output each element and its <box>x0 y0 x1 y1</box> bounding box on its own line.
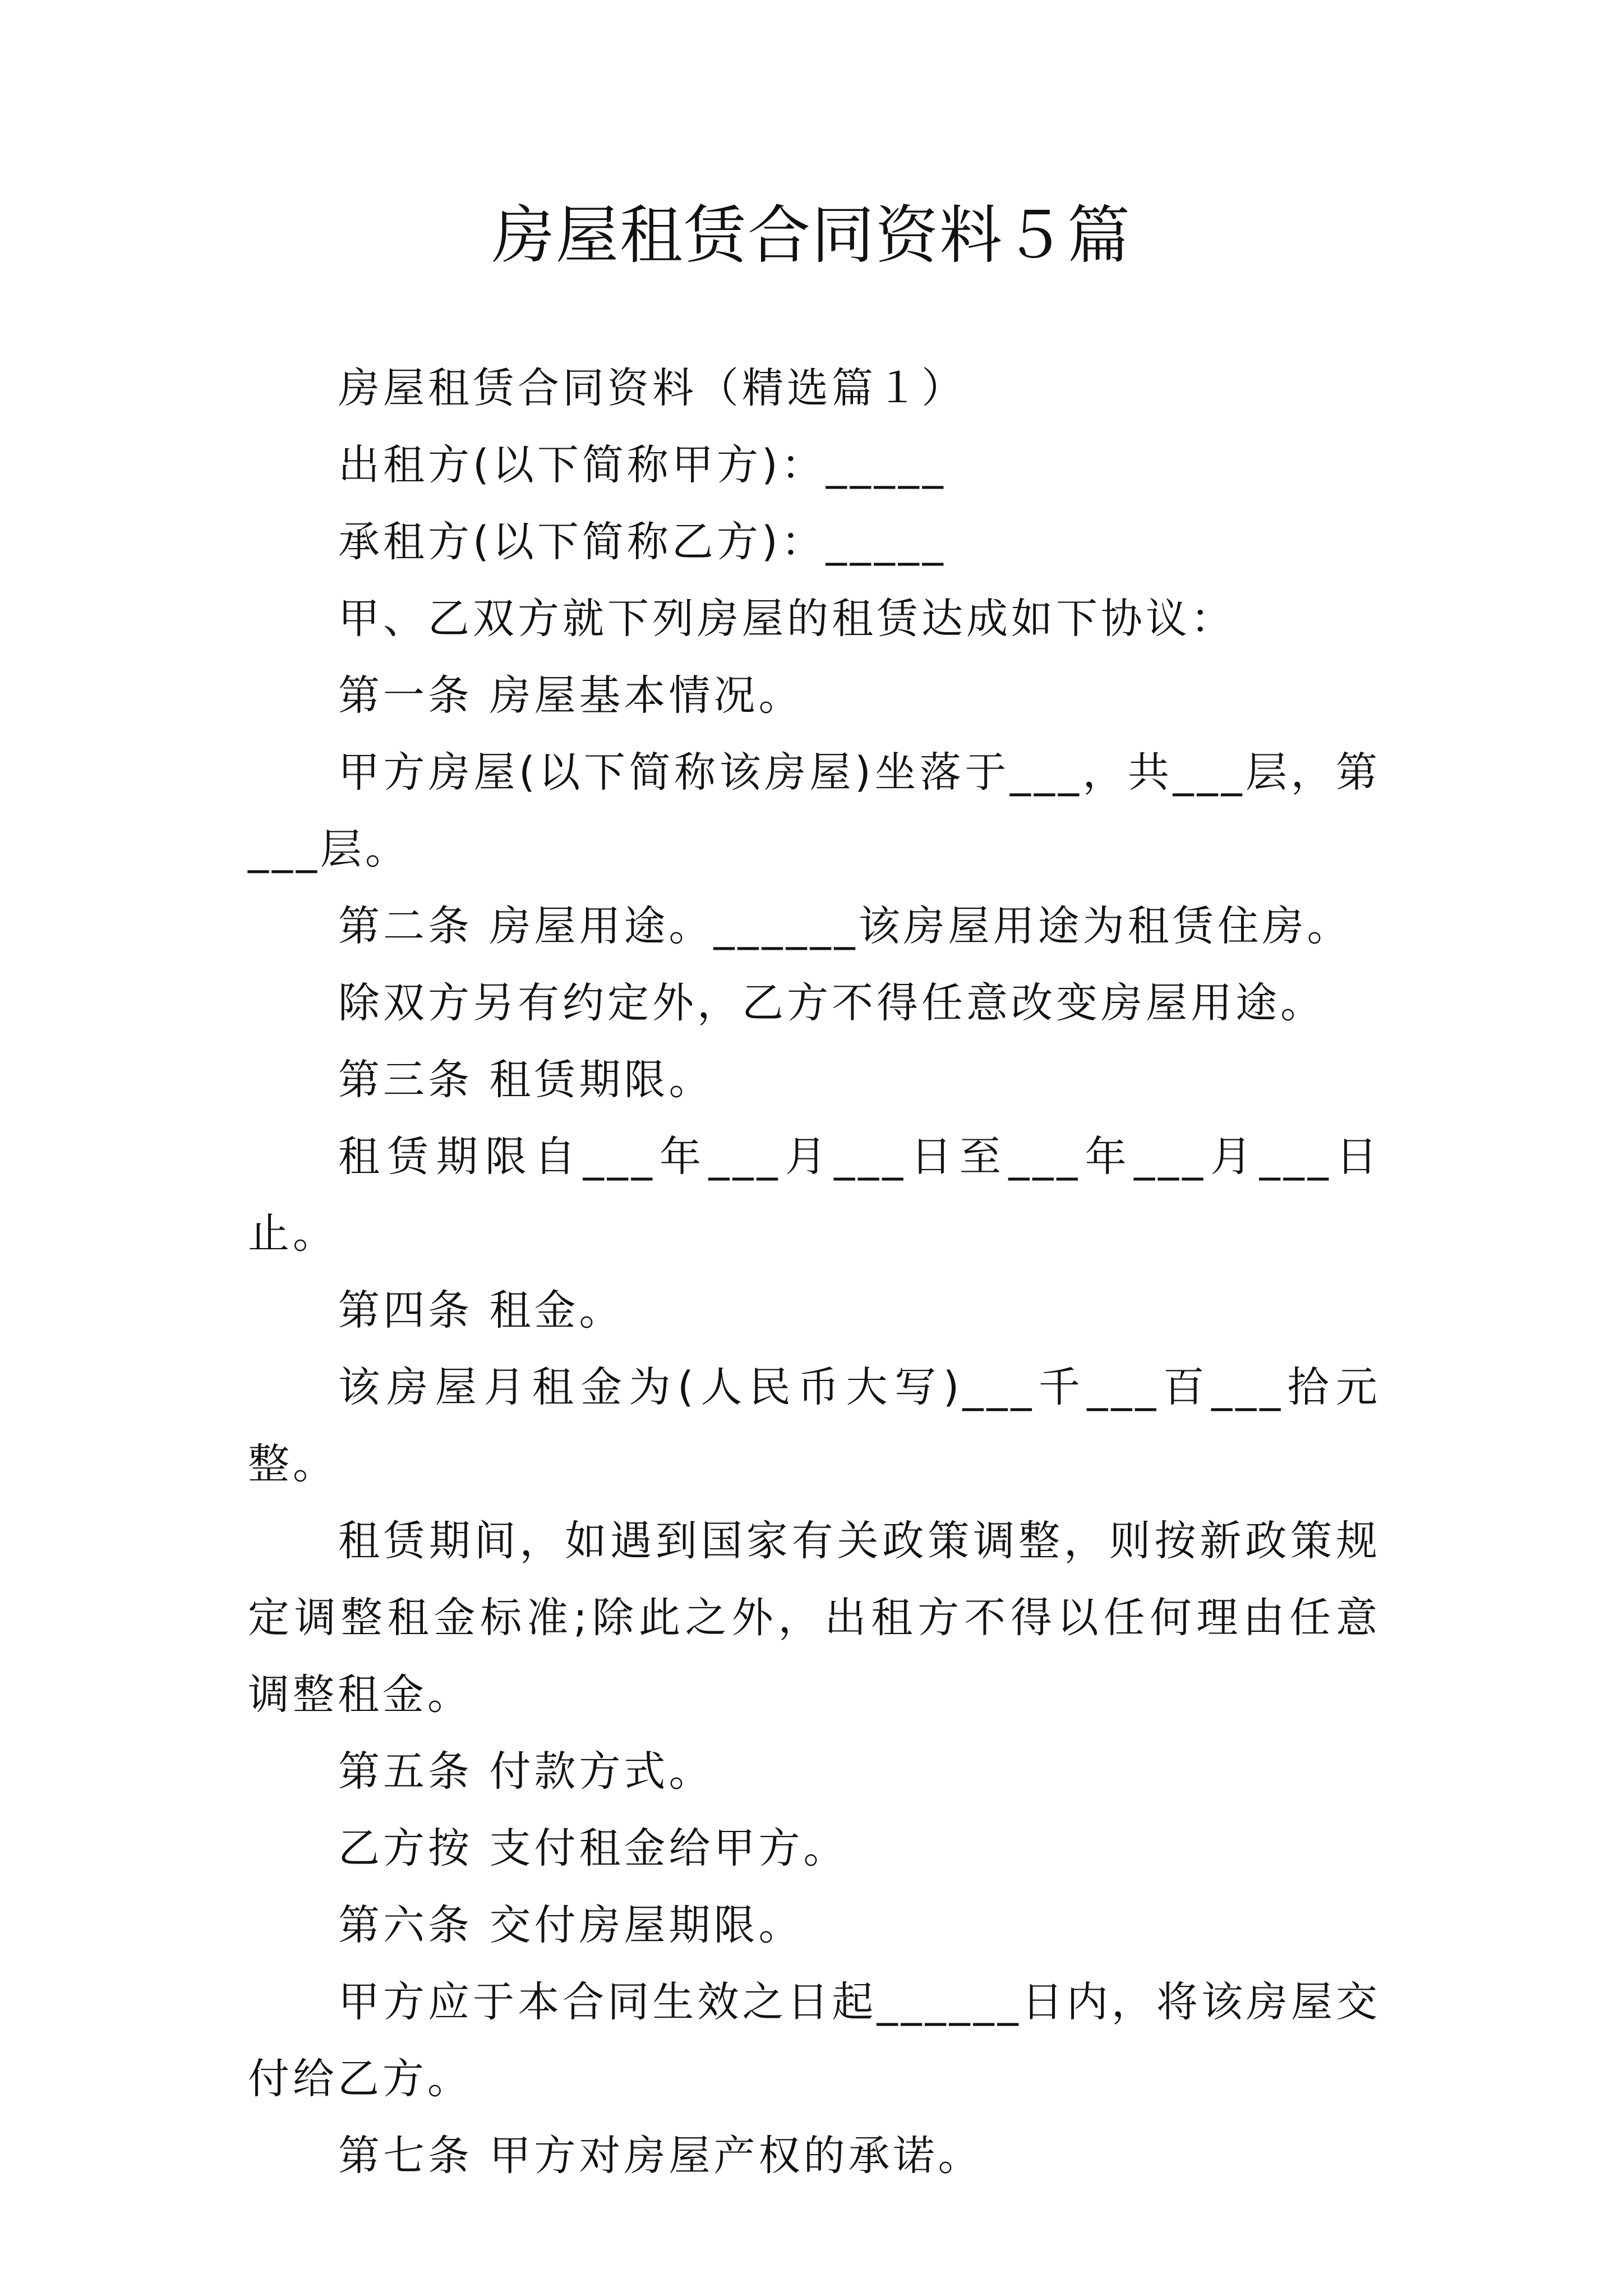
paragraph-agreement-intro: 甲、乙双方就下列房屋的租赁达成如下协议： <box>338 595 1235 643</box>
paragraph-lessor: 出租方(以下简称甲方)：_____ <box>338 441 947 489</box>
article-6-text: 甲方应于本合同生效之日起______日内，将该房屋交付给乙方。 <box>248 1978 1381 2103</box>
article-4-adjustment: 租赁期间，如遇到国家有关政策调整，则按新政策规定调整租金标准;除此之外，出租方不得以任何理由任意调整租金。 <box>248 1517 1381 1719</box>
article-3-heading: 第三条 租赁期限。 <box>338 1056 714 1104</box>
article-6-heading: 第六条 交付房屋期限。 <box>338 1901 804 1949</box>
article-5-heading: 第五条 付款方式。 <box>338 1747 714 1796</box>
document-body <box>248 350 1381 2194</box>
article-5-text: 乙方按 支付租金给甲方。 <box>338 1824 849 1872</box>
article-7-heading: 第七条 甲方对房屋产权的承诺。 <box>338 2132 983 2180</box>
article-1-text: 甲方房屋(以下简称该房屋)坐落于___，共___层，第___层。 <box>248 748 1381 873</box>
article-1-heading: 第一条 房屋基本情况。 <box>338 671 804 720</box>
document-title: 房屋租赁合同资料５篇 <box>492 199 1131 272</box>
paragraph-lessee: 承租方(以下简称乙方)：_____ <box>338 518 947 566</box>
article-3-text: 租赁期限自___年___月___日至___年___月___日止。 <box>248 1133 1381 1258</box>
article-2-text: 除双方另有约定外，乙方不得任意改变房屋用途。 <box>338 979 1325 1027</box>
article-2-heading: 第二条 房屋用途。______该房屋用途为租赁住房。 <box>338 902 1352 950</box>
paragraph-section-heading: 房屋租赁合同资料（精选篇１） <box>338 364 966 412</box>
article-4-heading: 第四条 租金。 <box>338 1286 624 1335</box>
article-4-text: 该房屋月租金为(人民币大写)___千___百___拾元整。 <box>248 1363 1381 1488</box>
